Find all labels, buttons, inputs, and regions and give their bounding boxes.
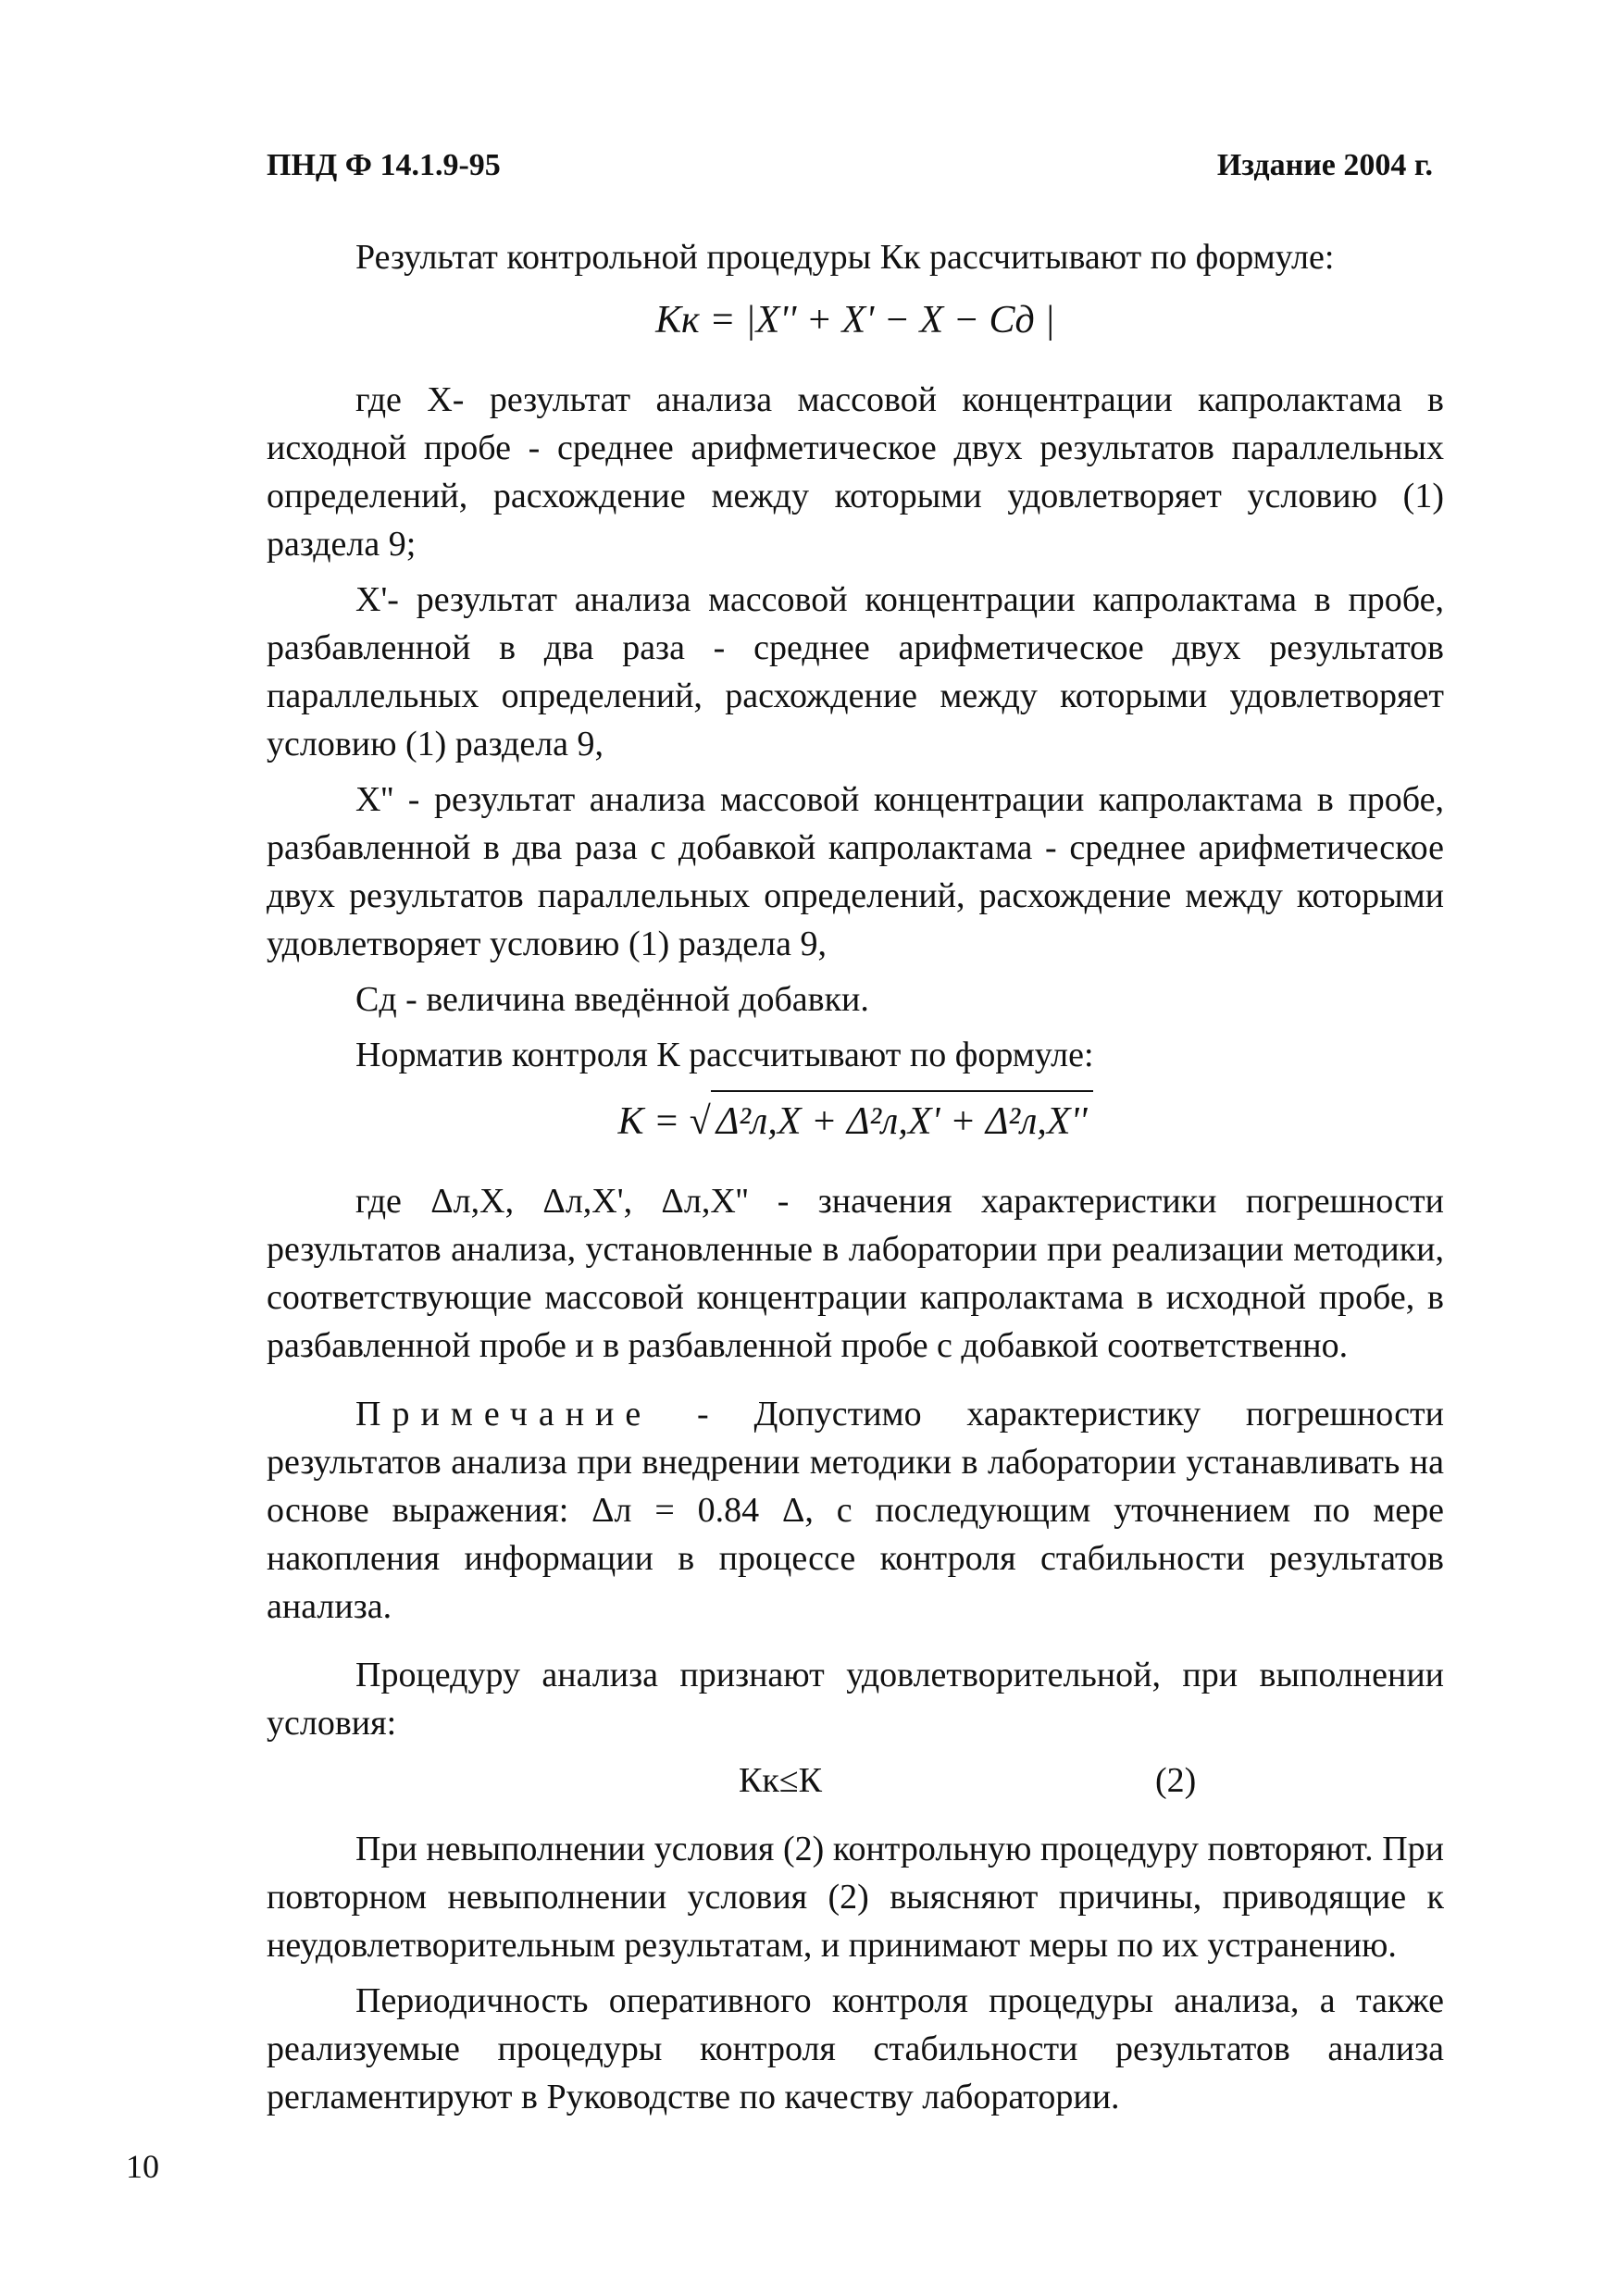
note-text: - Допустимо характеристику погрешности результатов анализа при внедрении методики в лаборатории устанавливать на основе выражения: Δл = 0.84 Δ, с последующим уточнением по мере накопления информации в процессе контроля стабильности результатов анализа. bbox=[267, 1395, 1444, 1626]
formula-k-radicand: Δ²л,X + Δ²л,X' + Δ²л,X'' bbox=[711, 1090, 1093, 1149]
paragraph-failure: При невыполнении условия (2) контрольную процедуру повторяют. При повторном невыполнении условия (2) выясняют причины, приводящие к неудовлетворительным результатам, и принимают меры по их устранению. bbox=[267, 1830, 1444, 1965]
paragraph-acceptance: Процедуру анализа признают удовлетворительной, при выполнении условия: bbox=[267, 1656, 1444, 1743]
condition-row bbox=[267, 1756, 1444, 1812]
paragraph-norm-intro: Норматив контроля К рассчитывают по формуле: bbox=[355, 1036, 1094, 1074]
paragraph-delta-definition: где Δл,X, Δл,X', Δл,X'' - значения характеристики погрешности результатов анализа, установленные в лаборатории при реализации методики, соответствующие массовой концентрации капролактама в исходной пробе, в разбавленной пробе и в разбавленной пробе с добавкой соответственно. bbox=[267, 1182, 1444, 1365]
paragraph-x-double-prime-definition: X'' - результат анализа массовой концентрации капролактама в пробе, разбавленной в два раза с добавкой капролактама - среднее арифметическое двух результатов параллельных определений, расхождение между которыми удовлетворяет условию (1) раздела 9, bbox=[267, 780, 1444, 963]
formula-k-lhs: К = bbox=[617, 1100, 680, 1143]
page-number: 10 bbox=[126, 2148, 159, 2185]
paragraph-x-prime-definition: X'- результат анализа массовой концентрации капролактама в пробе, разбавленной в два раза - среднее арифметическое двух результатов параллельных определений, расхождение между которыми удовлетворяет условию (1) раздела 9, bbox=[267, 580, 1444, 763]
sqrt-sign: √ bbox=[689, 1100, 711, 1143]
condition-number: (2) bbox=[1155, 1761, 1197, 1800]
page-body bbox=[267, 233, 1444, 2121]
paragraph-periodicity: Периодичность оперативного контроля процедуры анализа, а также реализуемые процедуры контроля стабильности результатов анализа регламентируют в Руководстве по качеству лаборатории. bbox=[267, 1981, 1444, 2116]
paragraph-x-definition: где X- результат анализа массовой концентрации капролактама в исходной пробе - среднее арифметическое двух результатов параллельных определений, расхождение между которыми удовлетворяет условию (1) раздела 9; bbox=[267, 380, 1444, 564]
edition-label: Издание 2004 г. bbox=[1216, 148, 1433, 182]
condition-formula: Кк≤К bbox=[739, 1761, 823, 1800]
formula-kk: Кк = |X'' + X' − X − Сд | bbox=[655, 299, 1055, 341]
paragraph-note bbox=[267, 1390, 1444, 1631]
document-code: ПНД Ф 14.1.9-95 bbox=[267, 148, 501, 182]
paragraph-control-result: Результат контрольной процедуры Кк рассчитывают по формуле: bbox=[355, 238, 1335, 277]
paragraph-cd-definition: Сд - величина введённой добавки. bbox=[355, 980, 869, 1019]
formula-k bbox=[267, 1090, 1444, 1149]
note-label: Примечание bbox=[355, 1395, 653, 1433]
